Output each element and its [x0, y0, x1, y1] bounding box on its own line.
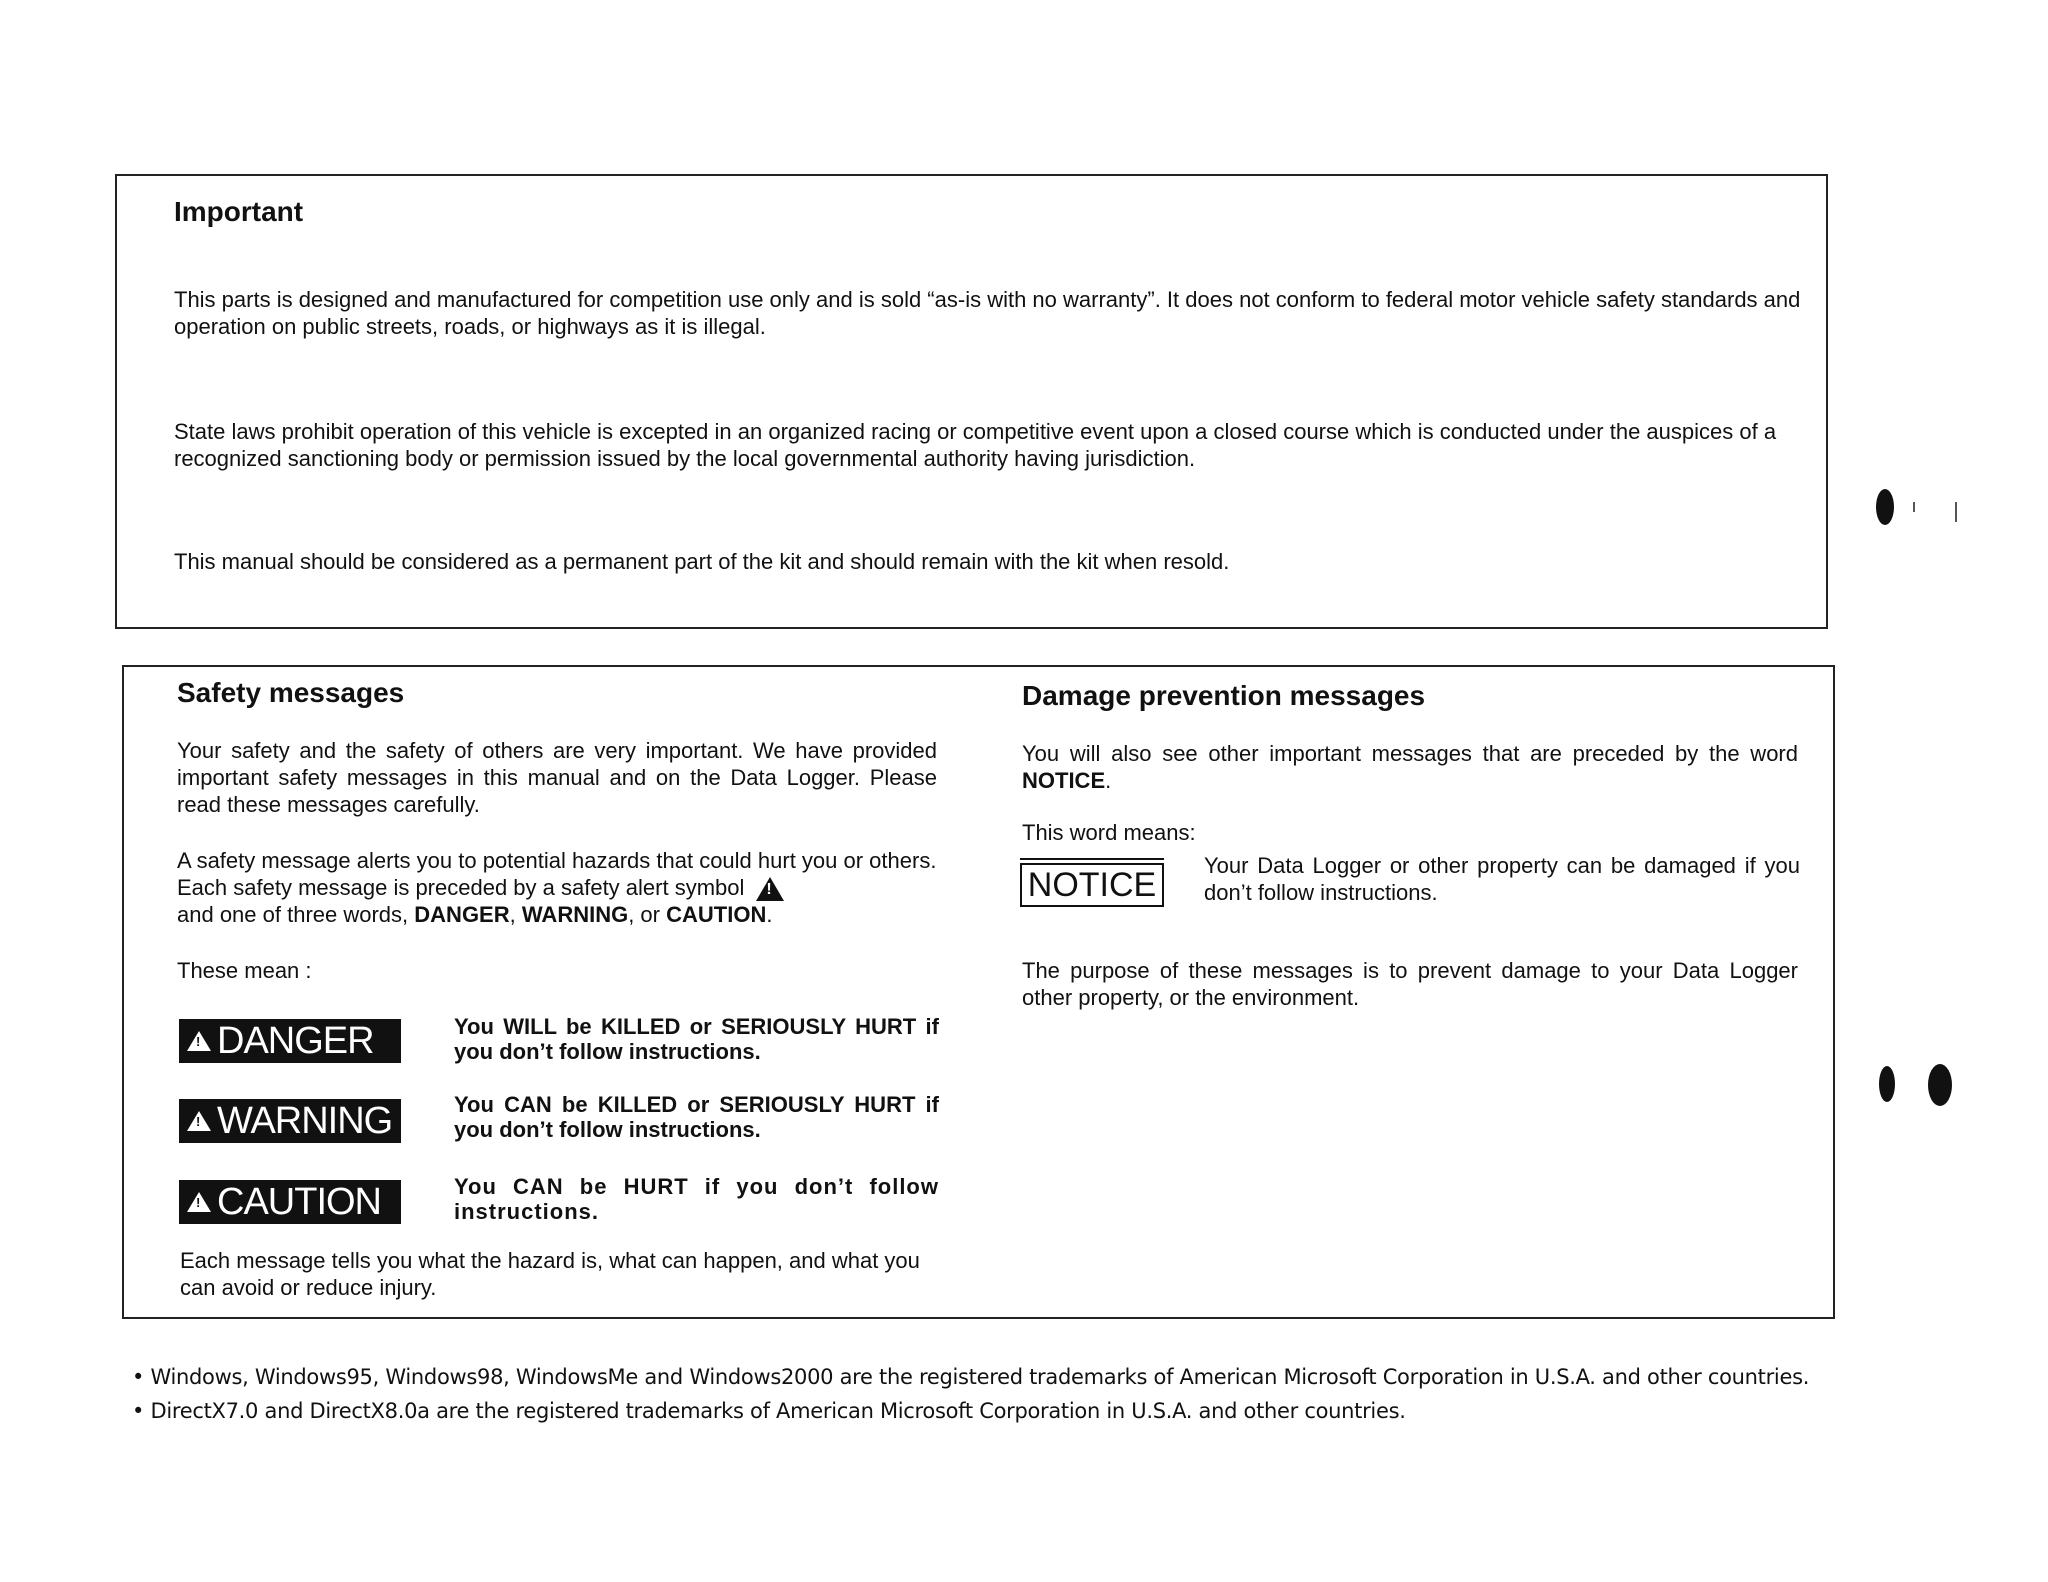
caution-word: CAUTION	[217, 1181, 381, 1223]
scan-mark	[1913, 502, 1915, 512]
notice-description: Your Data Logger or other property can be damaged if you don’t follow instructions.	[1204, 853, 1800, 905]
trademark-footnote-windows: • Windows, Windows95, Windows98, WindowsMe and Windows2000 are the registered trademarks of American Microsoft Corporation in U.S.A. and other countries.	[132, 1365, 1810, 1389]
punch-hole-mark	[1876, 489, 1894, 525]
separator-1: ,	[509, 902, 516, 928]
word-caution: CAUTION	[666, 902, 767, 928]
damage-intro-end: .	[1105, 768, 1112, 793]
safety-alert-description	[177, 847, 937, 928]
important-paragraph-3: This manual should be considered as a permanent part of the kit and should remain with the kit when resold.	[174, 549, 1230, 574]
trademark-footnote-directx: • DirectX7.0 and DirectX8.0a are the registered trademarks of American Microsoft Corporation in U.S.A. and other countries.	[132, 1399, 1406, 1423]
caution-signal-label	[179, 1180, 401, 1224]
safety-messages-title: Safety messages	[177, 677, 405, 708]
danger-signal-label	[179, 1019, 401, 1063]
warning-word: WARNING	[217, 1100, 393, 1142]
important-paragraph-1: This parts is designed and manufactured for competition use only and is sold “as-is with no warranty”. It does not conform to federal motor vehicle safety standards and operation on public streets, roads, or highways as it is illegal.	[174, 287, 1801, 339]
word-means-label: This word means:	[1022, 820, 1196, 845]
sentence-end: .	[766, 902, 773, 928]
punch-hole-mark	[1928, 1064, 1952, 1106]
alert-triangle-icon	[187, 1111, 211, 1131]
important-paragraph-2: State laws prohibit operation of this vehicle is excepted in an organized racing or competitive event upon a closed course which is conducted under the auspices of a recognized sanctioning body or permission issued by the local governmental authority having jurisdiction.	[174, 419, 1777, 471]
safety-alert-icon	[756, 877, 784, 901]
damage-intro-text: You will also see other important messages that are preceded by the word	[1022, 741, 1798, 766]
important-title: Important	[174, 196, 304, 227]
safety-alert-text-2: and one of three words,	[177, 902, 409, 928]
notice-signal-label: NOTICE	[1020, 863, 1164, 907]
alert-triangle-icon	[187, 1031, 211, 1051]
safety-intro: Your safety and the safety of others are very important. We have provided important safety messages in this manual and on the Data Logger. Please read these messages carefully.	[177, 738, 937, 817]
caution-description: You CAN be HURT if you don’t follow instructions.	[454, 1174, 939, 1224]
safety-messages-box	[122, 665, 1835, 1319]
warning-signal-label	[179, 1099, 401, 1143]
safety-closing: Each message tells you what the hazard is, what can happen, and what you can avoid or reduce injury.	[180, 1248, 920, 1300]
damage-prevention-title: Damage prevention messages	[1022, 680, 1426, 711]
damage-purpose: The purpose of these messages is to prevent damage to your Data Logger other property, or the environment.	[1022, 958, 1798, 1010]
notice-word: NOTICE	[1022, 768, 1106, 793]
safety-alert-text: A safety message alerts you to potential hazards that could hurt you or others. Each safety message is preceded by a safety alert symbol	[177, 848, 937, 900]
alert-triangle-icon	[187, 1192, 211, 1212]
these-mean-label: These mean :	[177, 958, 312, 983]
word-warning: WARNING	[521, 902, 629, 928]
scan-mark	[1955, 502, 1957, 522]
damage-intro	[1022, 740, 1798, 794]
separator-2: , or	[628, 902, 660, 928]
important-box	[115, 174, 1828, 629]
danger-description: You WILL be KILLED or SERIOUSLY HURT if you don’t follow instructions.	[454, 1014, 939, 1064]
punch-hole-mark	[1879, 1066, 1895, 1102]
warning-description: You CAN be KILLED or SERIOUSLY HURT if you don’t follow instructions.	[454, 1092, 939, 1142]
word-danger: DANGER	[414, 902, 510, 928]
danger-word: DANGER	[217, 1020, 374, 1062]
